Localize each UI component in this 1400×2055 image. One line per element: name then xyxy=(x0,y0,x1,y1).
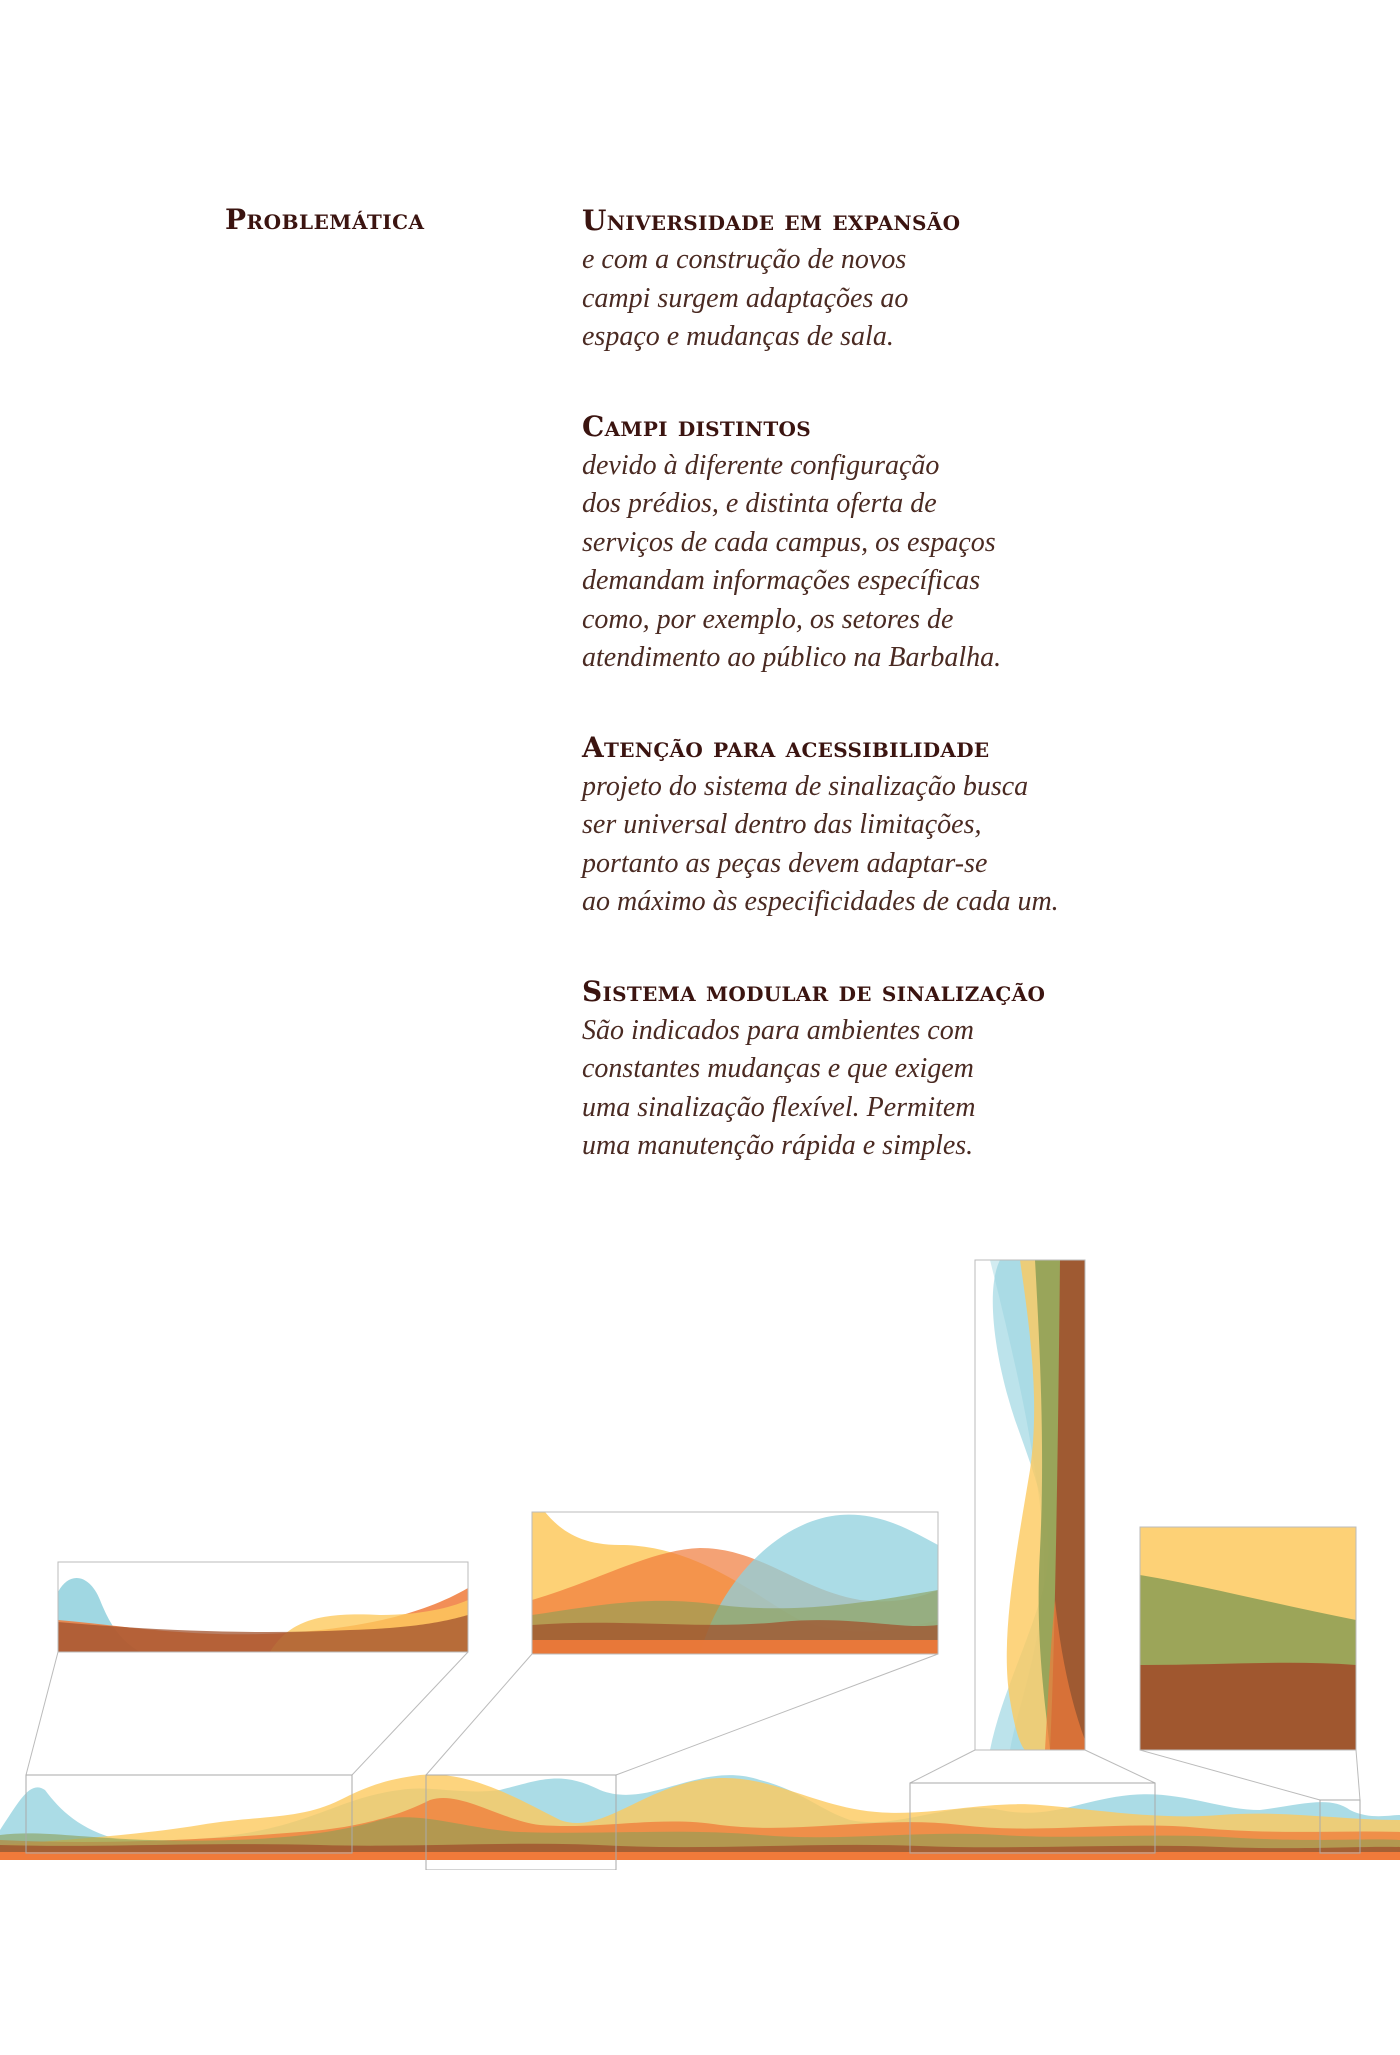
signage-strip xyxy=(0,1774,1400,1860)
text-column xyxy=(582,203,1182,1218)
signage-panel-tall xyxy=(975,1260,1085,1750)
signage-panel-square xyxy=(1140,1527,1356,1750)
section-line: serviços de cada campus, os espaços xyxy=(582,526,996,558)
section-label: Problemática xyxy=(225,203,425,236)
section-line: demandam informações específicas xyxy=(582,565,981,596)
section-accessibility xyxy=(582,730,1182,922)
section-line: atendimento ao público na Barbalha. xyxy=(582,642,1002,673)
section-line: portanto as peças devem adaptar-se xyxy=(582,847,988,879)
section-line: constantes mudanças e que exigem xyxy=(582,1053,974,1084)
section-line: projeto do sistema de sinalização busca xyxy=(582,770,1029,802)
section-title: Campi distintos xyxy=(582,409,811,443)
signage-panel-small xyxy=(58,1578,468,1652)
signage-panel-medium xyxy=(532,1512,938,1654)
section-title: Sistema modular de sinalização xyxy=(582,974,1046,1008)
section-line: ser universal dentro das limitações, xyxy=(582,809,982,840)
section-line: uma sinalização flexível. Permitem xyxy=(582,1091,976,1123)
section-modular-system xyxy=(582,974,1182,1166)
modular-signage-illustration xyxy=(0,1250,1400,1870)
section-line: devido à diferente configuração xyxy=(582,449,940,481)
section-line: dos prédios, e distinta oferta de xyxy=(582,488,937,519)
section-line: e com a construção de novos xyxy=(582,244,907,275)
section-title: Universidade em expansão xyxy=(582,204,961,237)
section-line: ao máximo às especificidades de cada um. xyxy=(582,886,1059,917)
section-line: como, por exemplo, os setores de xyxy=(582,603,954,635)
section-university-expansion xyxy=(582,203,1182,357)
section-distinct-campi xyxy=(582,409,1182,678)
section-line: uma manutenção rápida e simples. xyxy=(582,1130,974,1161)
section-title: Atenção para acessibilidade xyxy=(582,730,990,764)
section-line: São indicados para ambientes com xyxy=(582,1014,974,1046)
section-line: espaço e mudanças de sala. xyxy=(582,321,894,352)
section-line: campi surgem adaptações ao xyxy=(582,282,909,314)
